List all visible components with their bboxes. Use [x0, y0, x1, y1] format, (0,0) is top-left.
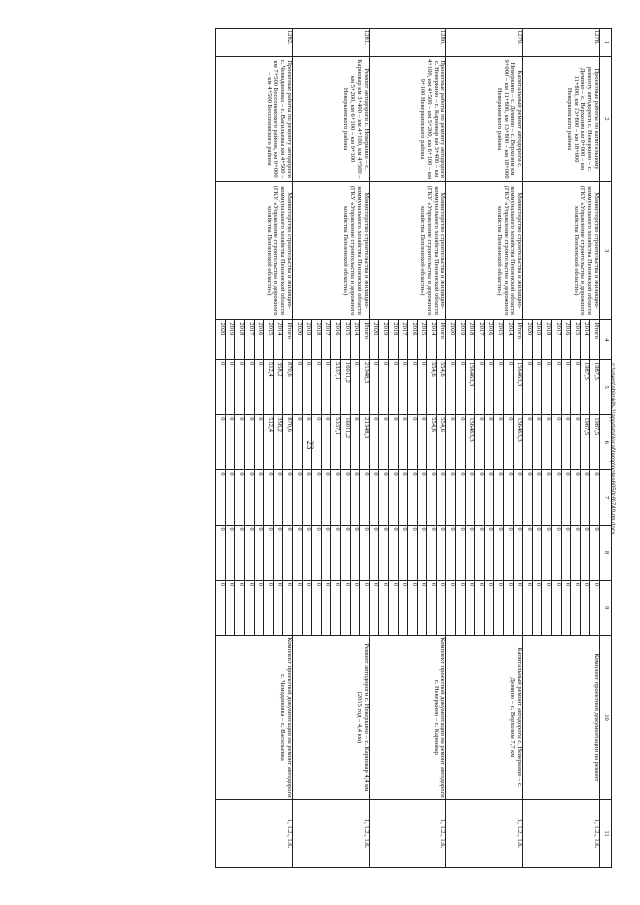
local-budget-cell: 0 [350, 525, 360, 580]
year-cell: 2014 [427, 320, 437, 360]
year-cell: 2019 [456, 320, 466, 360]
federal-budget-cell: 0 [504, 470, 514, 525]
year-cell: 2016 [331, 320, 341, 360]
total-amount-cell: 0 [235, 360, 245, 415]
other-sources-cell: 0 [388, 580, 398, 635]
federal-budget-cell: 0 [494, 470, 504, 525]
program-table [215, 28, 612, 868]
total-amount-cell: 0 [571, 360, 581, 415]
total-amount-cell: 358,2 [273, 360, 283, 415]
other-sources-cell: 0 [427, 580, 437, 635]
regional-budget-cell: 0 [552, 415, 562, 470]
other-sources-cell: 0 [436, 580, 446, 635]
other-sources-cell: 0 [542, 580, 552, 635]
year-cell: 2018 [542, 320, 552, 360]
rotated-table-container [70, 28, 612, 868]
federal-budget-cell: 0 [379, 470, 389, 525]
local-budget-cell: 0 [523, 525, 533, 580]
header-cell: 8 [600, 525, 612, 580]
federal-budget-cell: 0 [580, 470, 590, 525]
federal-budget-cell: 0 [321, 470, 331, 525]
row-number-cell: 1281. [293, 29, 370, 57]
other-sources-cell: 0 [302, 580, 312, 635]
header-cell: 1 [600, 29, 612, 57]
regional-budget-cell: 0 [523, 415, 533, 470]
table-row [436, 29, 446, 868]
regional-budget-cell: 0 [456, 415, 466, 470]
regional-budget-cell: 156463,3 [513, 415, 523, 470]
year-cell: 2016 [408, 320, 418, 360]
total-amount-cell: 0 [484, 360, 494, 415]
indicator-cell: 1, 1.2., 1.6. [446, 800, 523, 868]
federal-budget-cell: 0 [513, 470, 523, 525]
expected-result-cell: Комплект проектной документации на ремонт автодороги с. Неверкино – с. Карновар [369, 635, 446, 799]
expected-result-cell: Капитальный ремонт автодороги с. Неверкино – с. Демино – с. Верхозим 7,7 км [446, 635, 523, 799]
other-sources-cell: 0 [398, 580, 408, 635]
local-budget-cell: 0 [552, 525, 562, 580]
regional-budget-cell: 0 [216, 415, 226, 470]
other-sources-cell: 0 [504, 580, 514, 635]
year-cell: Итого [283, 320, 293, 360]
federal-budget-cell: 0 [264, 470, 274, 525]
year-cell: 2014 [350, 320, 360, 360]
other-sources-cell: 0 [513, 580, 523, 635]
regional-budget-cell: 358,2 [273, 415, 283, 470]
year-cell: 2018 [312, 320, 322, 360]
table-row [513, 29, 523, 868]
other-sources-cell: 0 [484, 580, 494, 635]
federal-budget-cell: 0 [484, 470, 494, 525]
federal-budget-cell: 0 [561, 470, 571, 525]
year-cell: Итого [436, 320, 446, 360]
year-cell: 2014 [273, 320, 283, 360]
total-amount-cell: 0 [302, 360, 312, 415]
regional-budget-cell: 0 [302, 415, 312, 470]
year-cell: 2017 [321, 320, 331, 360]
year-cell: 2017 [245, 320, 255, 360]
total-amount-cell: 0 [408, 360, 418, 415]
other-sources-cell: 0 [494, 580, 504, 635]
year-cell: 2018 [465, 320, 475, 360]
total-amount-cell: 0 [542, 360, 552, 415]
table-body [216, 29, 600, 868]
regional-budget-cell: 0 [388, 415, 398, 470]
local-budget-cell: 0 [436, 525, 446, 580]
federal-budget-cell: 0 [312, 470, 322, 525]
work-name-cell: Капитальный ремонт автодороги с. Неверкино – с. Демино – с. Верхозим км 9+000 – км 11+800, км 13+800 – км 18+000 Неверкинского района [446, 57, 523, 182]
local-budget-cell: 0 [283, 525, 293, 580]
total-amount-cell: 16011,2 [340, 360, 350, 415]
federal-budget-cell: 0 [446, 470, 456, 525]
header-cell: 6 [600, 415, 612, 470]
local-budget-cell: 0 [225, 525, 235, 580]
local-budget-cell: 0 [245, 525, 255, 580]
other-sources-cell: 0 [446, 580, 456, 635]
other-sources-cell: 0 [245, 580, 255, 635]
local-budget-cell: 0 [254, 525, 264, 580]
other-sources-cell: 0 [293, 580, 303, 635]
federal-budget-cell: 0 [475, 470, 485, 525]
total-amount-cell: 870,6 [283, 360, 293, 415]
local-budget-cell: 0 [580, 525, 590, 580]
year-cell: 2016 [484, 320, 494, 360]
other-sources-cell: 0 [475, 580, 485, 635]
total-amount-cell: 0 [254, 360, 264, 415]
local-budget-cell: 0 [456, 525, 466, 580]
local-budget-cell: 0 [340, 525, 350, 580]
other-sources-cell: 0 [552, 580, 562, 635]
year-cell: 2015 [264, 320, 274, 360]
executor-cell: Министерство строительства и жилищно-коммунального хозяйства Пензенской области (ГКУ «Управление строительства и дорожного хозяйства Пензенской области») [293, 181, 370, 320]
year-cell: 2019 [532, 320, 542, 360]
year-cell: Итого [360, 320, 370, 360]
header-cell: 2 [600, 57, 612, 182]
local-budget-cell: 0 [446, 525, 456, 580]
year-cell: 2015 [417, 320, 427, 360]
regional-budget-cell: 1987,5 [580, 415, 590, 470]
regional-budget-cell: 0 [293, 415, 303, 470]
executor-cell: Министерство строительства и жилищно-коммунального хозяйства Пензенской области (ГКУ «Управление строительства и дорожного хозяйства Пензенской области») [216, 181, 293, 320]
total-amount-cell: 21348,3 [360, 360, 370, 415]
executor-cell: Министерство строительства и жилищно-коммунального хозяйства Пензенской области (ГКУ «Управление строительства и дорожного хозяйства Пензенской области») [523, 181, 600, 320]
federal-budget-cell: 0 [283, 470, 293, 525]
page-number: 23 [305, 440, 315, 450]
total-amount-cell: 554,6 [436, 360, 446, 415]
other-sources-cell: 0 [321, 580, 331, 635]
table-row [283, 29, 293, 868]
regional-budget-cell: 0 [245, 415, 255, 470]
local-budget-cell: 0 [494, 525, 504, 580]
local-budget-cell: 0 [504, 525, 514, 580]
total-amount-cell: 0 [388, 360, 398, 415]
year-cell: 2017 [552, 320, 562, 360]
other-sources-cell: 0 [216, 580, 226, 635]
indicator-cell: 1, 1.2., 1.6. [369, 800, 446, 868]
regional-budget-cell: 554,6 [436, 415, 446, 470]
total-amount-cell: 1987,5 [580, 360, 590, 415]
regional-budget-cell: 0 [484, 415, 494, 470]
local-budget-cell: 0 [513, 525, 523, 580]
regional-budget-cell: 0 [494, 415, 504, 470]
regional-budget-cell: 0 [379, 415, 389, 470]
total-amount-cell: 0 [293, 360, 303, 415]
other-sources-cell: 0 [283, 580, 293, 635]
total-amount-cell: 0 [504, 360, 514, 415]
other-sources-cell: 0 [369, 580, 379, 635]
year-cell: 2014 [504, 320, 514, 360]
local-budget-cell: 0 [417, 525, 427, 580]
other-sources-cell: 0 [590, 580, 600, 635]
total-amount-cell: 0 [552, 360, 562, 415]
year-cell: 2016 [561, 320, 571, 360]
header-cell: 11 [600, 800, 612, 868]
year-cell: 2018 [235, 320, 245, 360]
regional-budget-cell: 0 [542, 415, 552, 470]
year-cell: 2020 [523, 320, 533, 360]
regional-budget-cell: 0 [235, 415, 245, 470]
indicator-cell: 1, 1.2., 1.6. [216, 800, 293, 868]
federal-budget-cell: 0 [225, 470, 235, 525]
footer-file-path: c:\users\shirokih-1\appdata\local\temp\notes6050c8\749-пп.docx [609, 363, 615, 535]
other-sources-cell: 0 [379, 580, 389, 635]
work-name-cell: Ремонт автодороги с. Неверкино – с. Карновар км 3+400 – км 4+100, км 4+500 – км 5+200, км 6+100 – км 9+100 Неверкинского района [293, 57, 370, 182]
table-row [360, 29, 370, 868]
row-number-cell: 1282. [216, 29, 293, 57]
year-cell: 2015 [340, 320, 350, 360]
year-cell: 2017 [475, 320, 485, 360]
other-sources-cell: 0 [465, 580, 475, 635]
year-cell: 2020 [446, 320, 456, 360]
other-sources-cell: 0 [264, 580, 274, 635]
row-number-cell: 1279. [446, 29, 523, 57]
total-amount-cell: 0 [216, 360, 226, 415]
other-sources-cell: 0 [561, 580, 571, 635]
total-amount-cell: 0 [350, 360, 360, 415]
year-cell: 2019 [379, 320, 389, 360]
total-amount-cell: 156463,3 [465, 360, 475, 415]
federal-budget-cell: 0 [532, 470, 542, 525]
header-cell: 3 [600, 181, 612, 320]
total-amount-cell: 0 [456, 360, 466, 415]
federal-budget-cell: 0 [465, 470, 475, 525]
total-amount-cell: 0 [225, 360, 235, 415]
year-cell: 2018 [388, 320, 398, 360]
year-cell: 2019 [302, 320, 312, 360]
other-sources-cell: 0 [225, 580, 235, 635]
federal-budget-cell: 0 [571, 470, 581, 525]
local-budget-cell: 0 [590, 525, 600, 580]
regional-budget-cell: 0 [561, 415, 571, 470]
federal-budget-cell: 0 [216, 470, 226, 525]
local-budget-cell: 0 [571, 525, 581, 580]
other-sources-cell: 0 [273, 580, 283, 635]
work-name-cell: Проектные работы по ремонту автодороги с. Чемодановка – с. Васильевка км 4+500 – км 7+500 Бессоновского района, км 0+000 – км 4+500 Бессоновского района [216, 57, 293, 182]
year-cell: 2019 [225, 320, 235, 360]
federal-budget-cell: 0 [388, 470, 398, 525]
header-cell: 4 [600, 320, 612, 360]
local-budget-cell: 0 [398, 525, 408, 580]
regional-budget-cell: 1987,5 [590, 415, 600, 470]
local-budget-cell: 0 [427, 525, 437, 580]
other-sources-cell: 0 [254, 580, 264, 635]
total-amount-cell: 0 [369, 360, 379, 415]
total-amount-cell: 0 [379, 360, 389, 415]
regional-budget-cell: 0 [475, 415, 485, 470]
regional-budget-cell: 0 [369, 415, 379, 470]
total-amount-cell: 0 [446, 360, 456, 415]
other-sources-cell: 0 [312, 580, 322, 635]
other-sources-cell: 0 [350, 580, 360, 635]
local-budget-cell: 0 [264, 525, 274, 580]
federal-budget-cell: 0 [254, 470, 264, 525]
local-budget-cell: 0 [532, 525, 542, 580]
year-cell: 2020 [216, 320, 226, 360]
regional-budget-cell: 5337,1 [331, 415, 341, 470]
total-amount-cell: 554,6 [427, 360, 437, 415]
other-sources-cell: 0 [235, 580, 245, 635]
federal-budget-cell: 0 [245, 470, 255, 525]
local-budget-cell: 0 [408, 525, 418, 580]
regional-budget-cell: 0 [312, 415, 322, 470]
year-cell: 2015 [494, 320, 504, 360]
year-cell: 2016 [254, 320, 264, 360]
other-sources-cell: 0 [340, 580, 350, 635]
indicator-cell: 1, 1.2., 1.6. [293, 800, 370, 868]
local-budget-cell: 0 [216, 525, 226, 580]
federal-budget-cell: 0 [417, 470, 427, 525]
federal-budget-cell: 0 [340, 470, 350, 525]
federal-budget-cell: 0 [331, 470, 341, 525]
federal-budget-cell: 0 [398, 470, 408, 525]
regional-budget-cell: 0 [321, 415, 331, 470]
total-amount-cell: 0 [312, 360, 322, 415]
year-cell: 2017 [398, 320, 408, 360]
local-budget-cell: 0 [542, 525, 552, 580]
local-budget-cell: 0 [388, 525, 398, 580]
federal-budget-cell: 0 [360, 470, 370, 525]
expected-result-cell: Комплект проектной документации на ремонт автодороги с. Чемодановка – с. Васильевка [216, 635, 293, 799]
other-sources-cell: 0 [417, 580, 427, 635]
local-budget-cell: 0 [369, 525, 379, 580]
total-amount-cell: 5337,1 [331, 360, 341, 415]
regional-budget-cell: 0 [398, 415, 408, 470]
expected-result-cell: Комплект проектной документации на ремонт [523, 635, 600, 799]
local-budget-cell: 0 [360, 525, 370, 580]
federal-budget-cell: 0 [552, 470, 562, 525]
work-name-cell: Проектные работы по капитальному ремонту автодороги с. Неверкино – с. Демино – с. Верхозим км 9+000 – км 11+800, км 13+800 – км 18+000 Неверкинского района [523, 57, 600, 182]
total-amount-cell: 0 [417, 360, 427, 415]
other-sources-cell: 0 [408, 580, 418, 635]
year-cell: Итого [513, 320, 523, 360]
row-number-cell: 1278. [523, 29, 600, 57]
federal-budget-cell: 0 [293, 470, 303, 525]
total-amount-cell: 0 [561, 360, 571, 415]
regional-budget-cell: 554,6 [427, 415, 437, 470]
total-amount-cell: 512,4 [264, 360, 274, 415]
federal-budget-cell: 0 [235, 470, 245, 525]
federal-budget-cell: 0 [350, 470, 360, 525]
total-amount-cell: 0 [398, 360, 408, 415]
year-cell: 2020 [293, 320, 303, 360]
local-budget-cell: 0 [293, 525, 303, 580]
regional-budget-cell: 0 [225, 415, 235, 470]
federal-budget-cell: 0 [542, 470, 552, 525]
federal-budget-cell: 0 [436, 470, 446, 525]
other-sources-cell: 0 [331, 580, 341, 635]
local-budget-cell: 0 [379, 525, 389, 580]
regional-budget-cell: 0 [417, 415, 427, 470]
local-budget-cell: 0 [561, 525, 571, 580]
regional-budget-cell: 0 [446, 415, 456, 470]
federal-budget-cell: 0 [456, 470, 466, 525]
local-budget-cell: 0 [465, 525, 475, 580]
row-number-cell: 1280. [369, 29, 446, 57]
local-budget-cell: 0 [235, 525, 245, 580]
total-amount-cell: 1987,5 [590, 360, 600, 415]
regional-budget-cell: 0 [532, 415, 542, 470]
regional-budget-cell: 0 [571, 415, 581, 470]
federal-budget-cell: 0 [369, 470, 379, 525]
regional-budget-cell: 512,4 [264, 415, 274, 470]
local-budget-cell: 0 [312, 525, 322, 580]
federal-budget-cell: 0 [273, 470, 283, 525]
local-budget-cell: 0 [321, 525, 331, 580]
total-amount-cell: 0 [475, 360, 485, 415]
expected-result-cell: Ремонт автодороги с. Неверкино – с. Карновар 4,4 км (2015 год – 4,4 км) [293, 635, 370, 799]
total-amount-cell: 156463,3 [513, 360, 523, 415]
header-cell: 10 [600, 635, 612, 799]
total-amount-cell: 0 [523, 360, 533, 415]
year-cell: 2015 [571, 320, 581, 360]
other-sources-cell: 0 [571, 580, 581, 635]
regional-budget-cell: 0 [350, 415, 360, 470]
regional-budget-cell: 870,6 [283, 415, 293, 470]
total-amount-cell: 0 [494, 360, 504, 415]
header-cell: 9 [600, 580, 612, 635]
local-budget-cell: 0 [302, 525, 312, 580]
federal-budget-cell: 0 [427, 470, 437, 525]
local-budget-cell: 0 [331, 525, 341, 580]
regional-budget-cell: 16011,2 [340, 415, 350, 470]
federal-budget-cell: 0 [523, 470, 533, 525]
year-cell: Итого [590, 320, 600, 360]
year-cell: 2014 [580, 320, 590, 360]
executor-cell: Министерство строительства и жилищно-коммунального хозяйства Пензенской области (ГКУ «Управление строительства и дорожного хозяйства Пензенской области») [369, 181, 446, 320]
total-amount-cell: 0 [245, 360, 255, 415]
other-sources-cell: 0 [523, 580, 533, 635]
regional-budget-cell: 0 [504, 415, 514, 470]
header-cell: 7 [600, 470, 612, 525]
regional-budget-cell: 0 [408, 415, 418, 470]
table-wrapper [70, 28, 612, 868]
regional-budget-cell: 21348,3 [360, 415, 370, 470]
other-sources-cell: 0 [532, 580, 542, 635]
federal-budget-cell: 0 [408, 470, 418, 525]
regional-budget-cell: 156463,3 [465, 415, 475, 470]
federal-budget-cell: 0 [590, 470, 600, 525]
local-budget-cell: 0 [484, 525, 494, 580]
other-sources-cell: 0 [580, 580, 590, 635]
indicator-cell: 1, 1.2., 1.6. [523, 800, 600, 868]
table-row [590, 29, 600, 868]
header-cell: 5 [600, 360, 612, 415]
work-name-cell: Проектные работы по ремонту автодороги с. Неверкино – с. Карновар км 3+400 – км 4+100, км 4+500 – км 5+200, км 6+100 – км 9+100 Неверкинского района [369, 57, 446, 182]
total-amount-cell: 0 [532, 360, 542, 415]
federal-budget-cell: 0 [302, 470, 312, 525]
local-budget-cell: 0 [273, 525, 283, 580]
year-cell: 2020 [369, 320, 379, 360]
regional-budget-cell: 0 [254, 415, 264, 470]
other-sources-cell: 0 [360, 580, 370, 635]
total-amount-cell: 0 [321, 360, 331, 415]
local-budget-cell: 0 [475, 525, 485, 580]
executor-cell: Министерство строительства и жилищно-коммунального хозяйства Пензенской области (ГКУ «Управление строительства и дорожного хозяйства Пензенской области») [446, 181, 523, 320]
other-sources-cell: 0 [456, 580, 466, 635]
